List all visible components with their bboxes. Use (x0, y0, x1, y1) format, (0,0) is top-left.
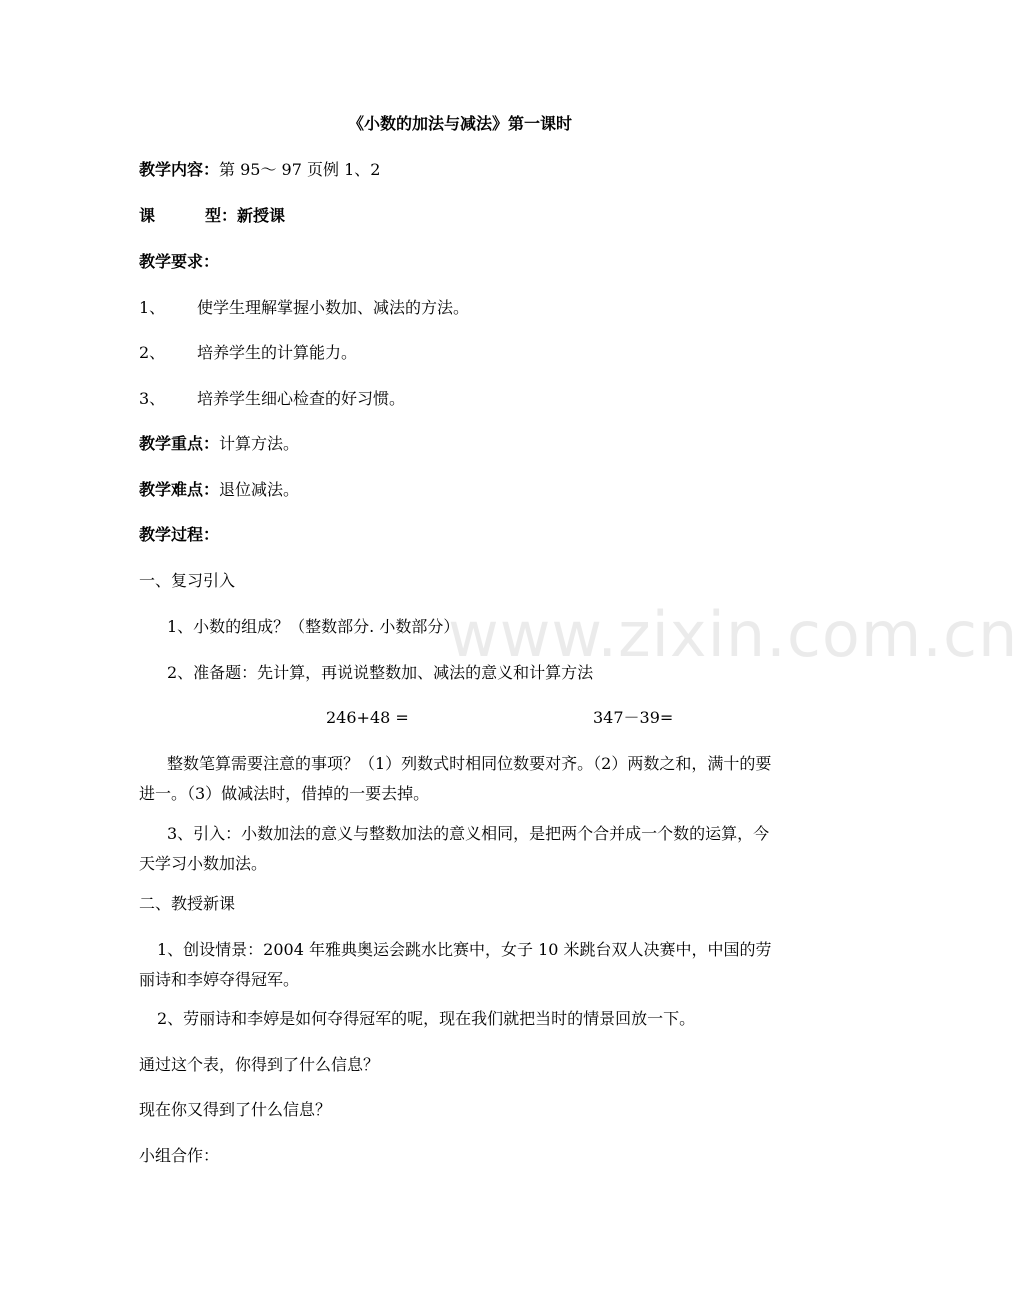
requirements-label: 教学要求： (139, 252, 220, 271)
teaching-content-label: 教学内容： (139, 160, 220, 179)
intro-paragraph: 3、引入：小数加法的意义与整数加法的意义相同，是把两个合并成一个数的运算，今天学习小数加法。 (139, 824, 770, 873)
watermark: www.zixin.com.cn (448, 598, 1018, 671)
section2-heading: 二、教授新课 (139, 894, 236, 913)
question-info-1: 通过这个表，你得到了什么信息？ (139, 1055, 380, 1074)
key-point (139, 434, 299, 454)
section1-heading: 一、复习引入 (139, 571, 236, 590)
difficulty-label: 教学难点： (139, 480, 220, 499)
requirement-text: 使学生理解掌握小数加、减法的方法。 (197, 298, 470, 317)
expression-subtraction: 347－39= (593, 708, 674, 727)
requirement-number: 3、 (139, 389, 166, 408)
scenario-paragraph: 1、创设情景：2004 年雅典奥运会跳水比赛中，女子 10 米跳台双人决赛中，中国的劳丽诗和李婷夺得冠军。 (139, 940, 772, 989)
requirement-number: 2、 (139, 343, 166, 362)
lesson-type-label-a: 课 (139, 206, 156, 225)
replay-paragraph: 2、劳丽诗和李婷是如何夺得冠军的呢，现在我们就把当时的情景回放一下。 (157, 1009, 696, 1028)
expression-addition: 246+48 = (326, 708, 409, 727)
key-point-value: 计算方法。 (219, 434, 300, 453)
requirement-item (139, 389, 405, 409)
lesson-type-value: 新授课 (237, 206, 286, 225)
key-point-label: 教学重点： (139, 434, 220, 453)
document-title: 《小数的加法与减法》第一课时 (347, 114, 572, 133)
lesson-type-label-b: 型： (205, 206, 238, 225)
requirement-item (139, 298, 469, 318)
notes-paragraph: 整数笔算需要注意的事项？（1）列数式时相同位数要对齐。（2）两数之和，满十的要进一。（3）做减法时，借掉的一要去掉。 (139, 754, 772, 803)
question-info-2: 现在你又得到了什么信息？ (139, 1100, 332, 1119)
review-question-2: 2、准备题：先计算，再说说整数加、减法的意义和计算方法 (167, 663, 594, 682)
requirement-text: 培养学生的计算能力。 (197, 343, 358, 362)
difficulty (139, 480, 299, 500)
requirement-text: 培养学生细心检查的好习惯。 (197, 389, 406, 408)
lesson-type (139, 206, 285, 226)
requirement-item (139, 343, 357, 363)
requirement-number: 1、 (139, 298, 166, 317)
group-work-label: 小组合作： (139, 1146, 220, 1165)
review-question-1: 1、小数的组成？（整数部分. 小数部分） (167, 617, 460, 636)
teaching-content (139, 160, 380, 180)
process-label: 教学过程： (139, 525, 220, 544)
difficulty-value: 退位减法。 (219, 480, 300, 499)
teaching-content-value: 第 95～ 97 页例 1、2 (219, 160, 381, 179)
